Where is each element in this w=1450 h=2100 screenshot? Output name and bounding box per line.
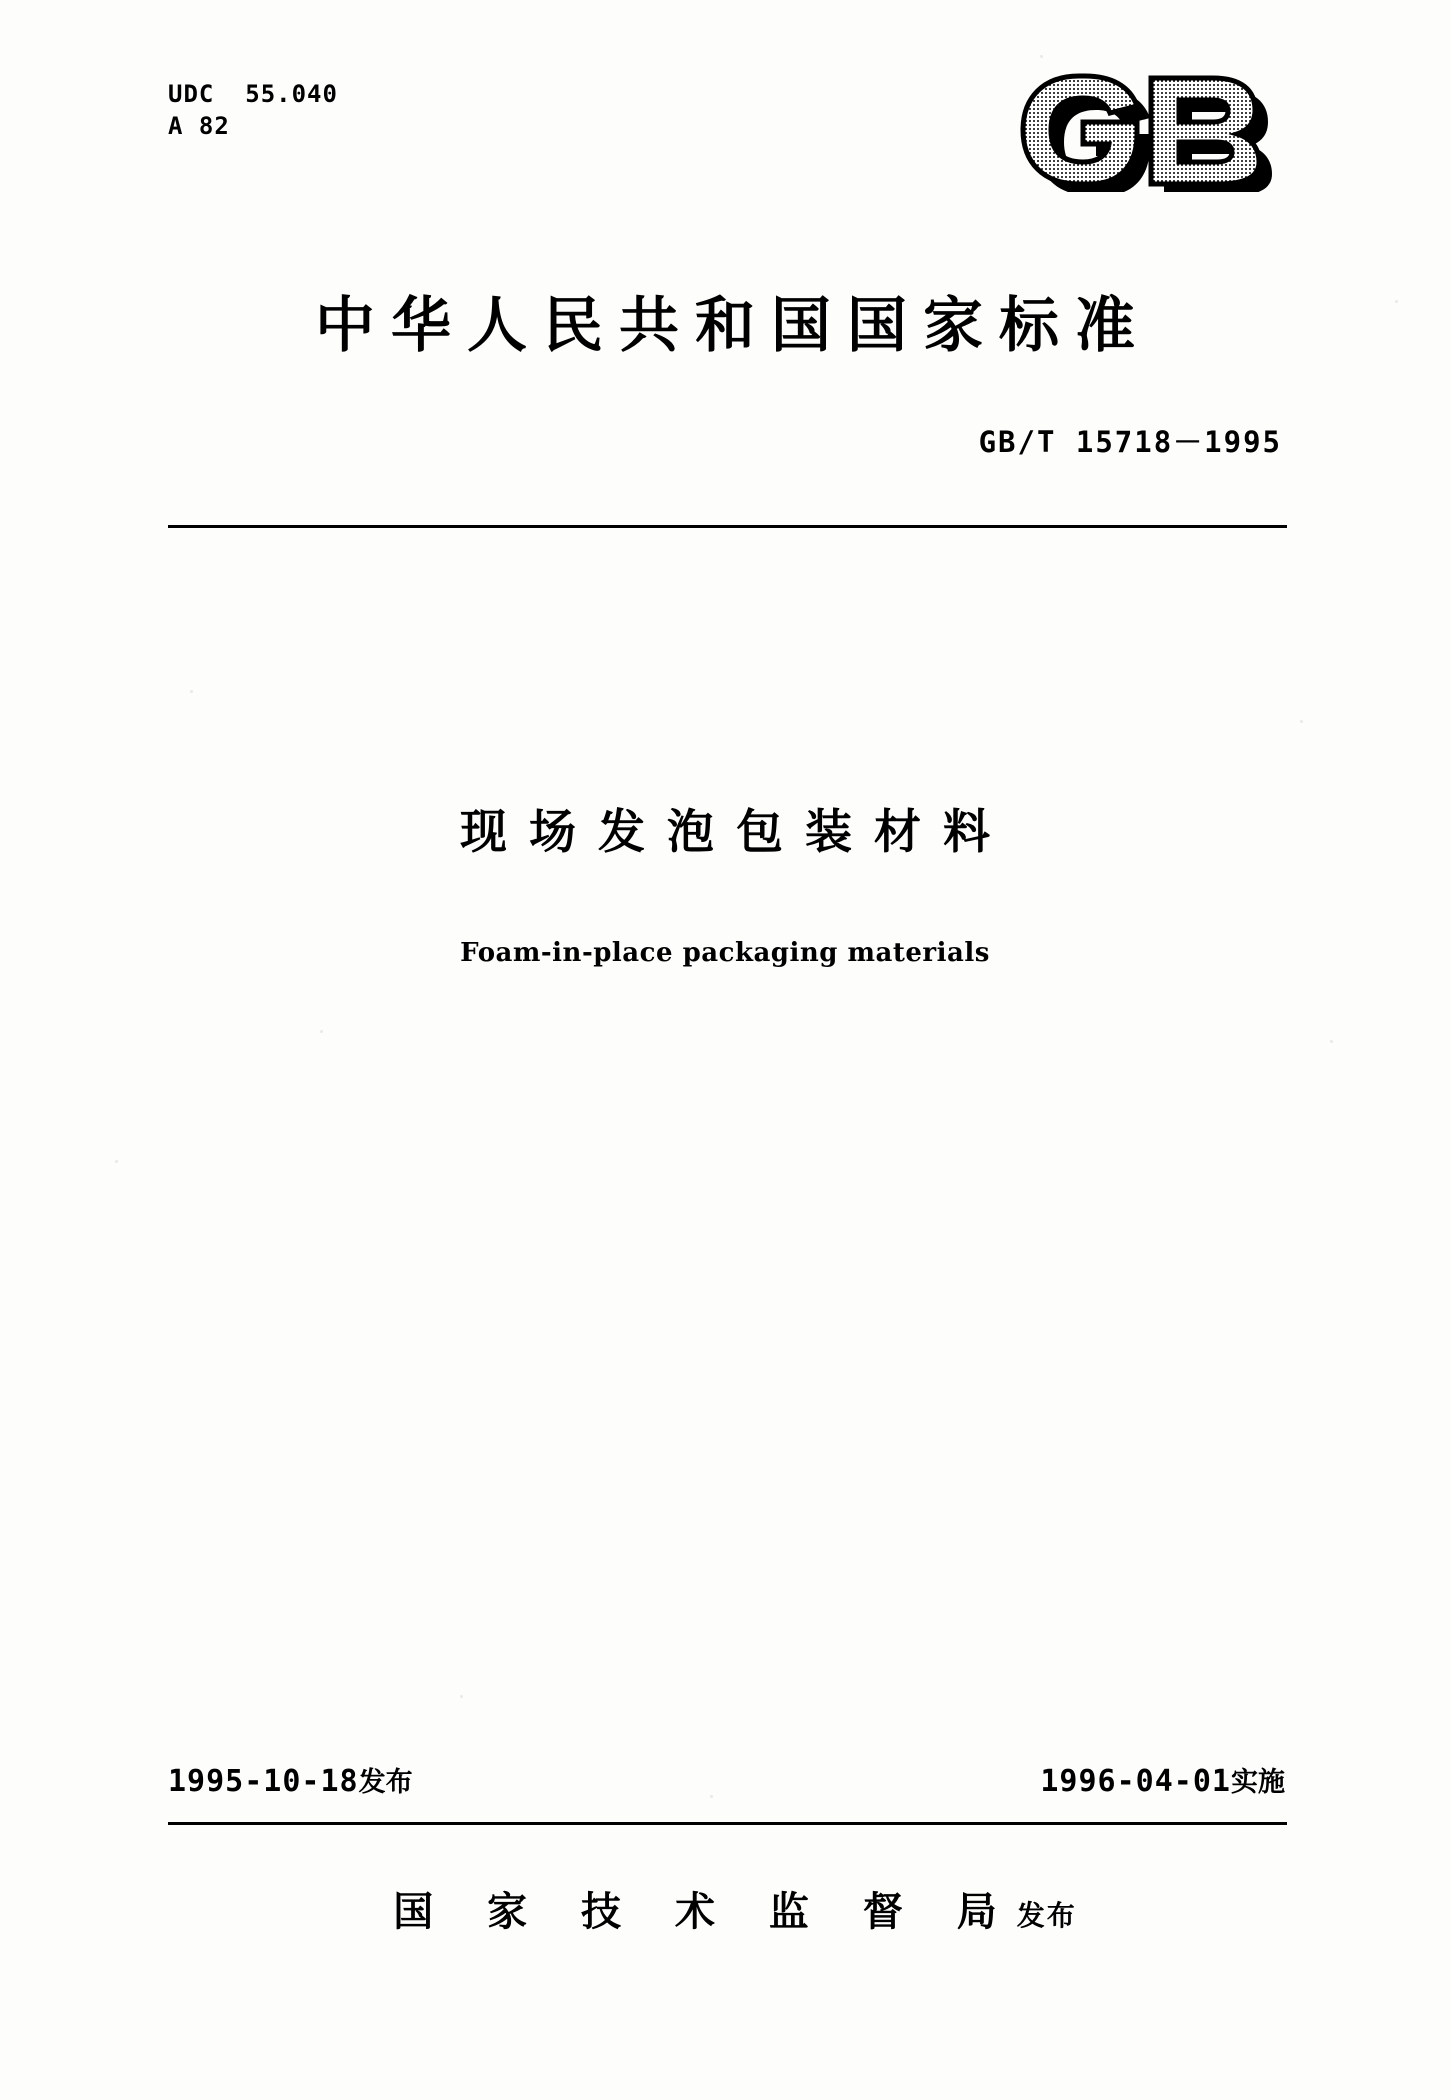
issue-date-value: 1995-10-18 [168,1764,359,1799]
national-standard-title: 中华人民共和国国家标准 [315,291,1151,361]
document-title-english: Foam-in-place packaging materials [460,938,990,968]
paper-speck [190,690,193,693]
paper-speck [115,1160,118,1163]
publisher-line [0,1880,1450,1937]
paper-speck [710,1795,713,1798]
publisher-name: 国 家 技 术 监 督 局 [393,1889,1017,1935]
udc-number: UDC 55.040 [168,80,338,108]
paper-speck [460,1695,463,1698]
header-divider [168,525,1287,528]
paper-speck [1040,55,1043,58]
standard-number: GB/T 15718－1995 [978,425,1282,459]
gb-emblem-icon [1017,72,1287,192]
publisher-suffix: 发布 [1016,1899,1077,1932]
document-title-chinese: 现场发泡包装材料 [460,805,1012,860]
paper-speck [1300,720,1303,723]
implementation-date [1040,1760,1285,1799]
implementation-date-value: 1996-04-01 [1040,1764,1231,1799]
paper-speck [320,1030,323,1033]
issue-date [168,1760,413,1799]
classification-code: A 82 [168,112,230,141]
issue-date-label: 发布 [358,1767,413,1798]
udc-block [168,78,338,143]
implementation-date-label: 实施 [1231,1767,1285,1798]
paper-speck [1330,1040,1333,1043]
footer-divider [168,1822,1287,1825]
